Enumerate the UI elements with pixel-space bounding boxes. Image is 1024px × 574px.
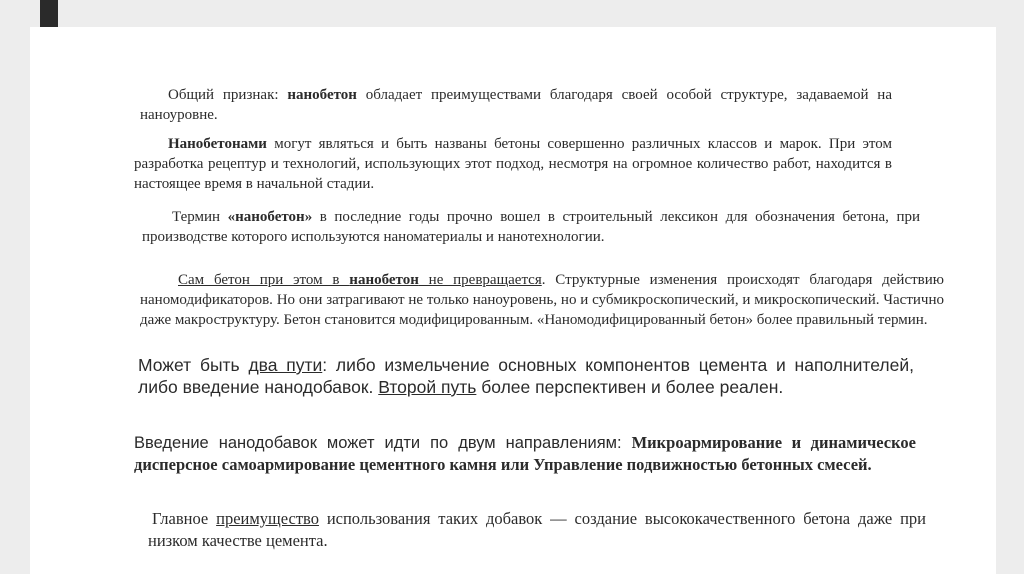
paragraph-two-directions: Введение нанодобавок может идти по двум направлениям: Микроармирование и динамическое дисперсное самоармирование цементного камня или Управление подвижностью бетонных смесей.: [134, 433, 916, 474]
term-nanobetonami: Нанобетонами: [168, 136, 267, 152]
underlined-advantage: преимущество: [216, 509, 319, 528]
slide-page: [30, 27, 996, 574]
paragraph-two-ways: Может быть два пути: либо измельчение основных компонентов цемента и наполнителей, либо введение нанодобавок. Второй путь более перспективен и более реален.: [138, 355, 914, 397]
paragraph-main-advantage: Главное преимущество использования таких добавок — создание высококачественного бетона даже при низком качестве цемента.: [148, 509, 926, 550]
term-nanobeton: нанобетон: [287, 87, 357, 103]
underlined-phrase: Сам бетон при этом в нанобетон не превращается: [178, 272, 542, 288]
slide-top-bar: [40, 0, 58, 27]
bold-directions: Микроармирование и динамическое дисперсное самоармирование цементного камня или Управление подвижностью бетонных смесей.: [134, 433, 916, 474]
underlined-two-ways: два пути: [248, 355, 323, 375]
paragraph-term-nanobeton: Термин «нанобетон» в последние годы прочно вошел в строительный лексикон для обозначения бетона, при производстве которого используются наноматериалы и нанотехнологии.: [142, 209, 920, 245]
paragraph-nanobetons-definition: Нанобетонами могут являться и быть названы бетоны совершенно различных классов и марок. При этом разработка рецептур и технологий, использующих этот подход, несмотря на огромное количество работ, находится в настоящее время в начальной стадии.: [134, 136, 892, 192]
paragraph-structural-changes: Сам бетон при этом в нанобетон не превращается. Структурные изменения происходят благодаря действию наномодификаторов. Но они затрагивают не только наноуровень, но и субмикроскопический, и микроскопический. Частично даже макроструктуру. Бетон становится модифицированным. «Наномодифицированный бетон» более правильный термин.: [140, 272, 944, 328]
term-nanobeton-quoted: «нанобетон»: [227, 209, 313, 225]
paragraph-common-feature: Общий признак: нанобетон обладает преимуществами благодаря своей особой структуре, задаваемой на наноуровне.: [140, 87, 892, 123]
underlined-second-way: Второй путь: [378, 377, 477, 397]
